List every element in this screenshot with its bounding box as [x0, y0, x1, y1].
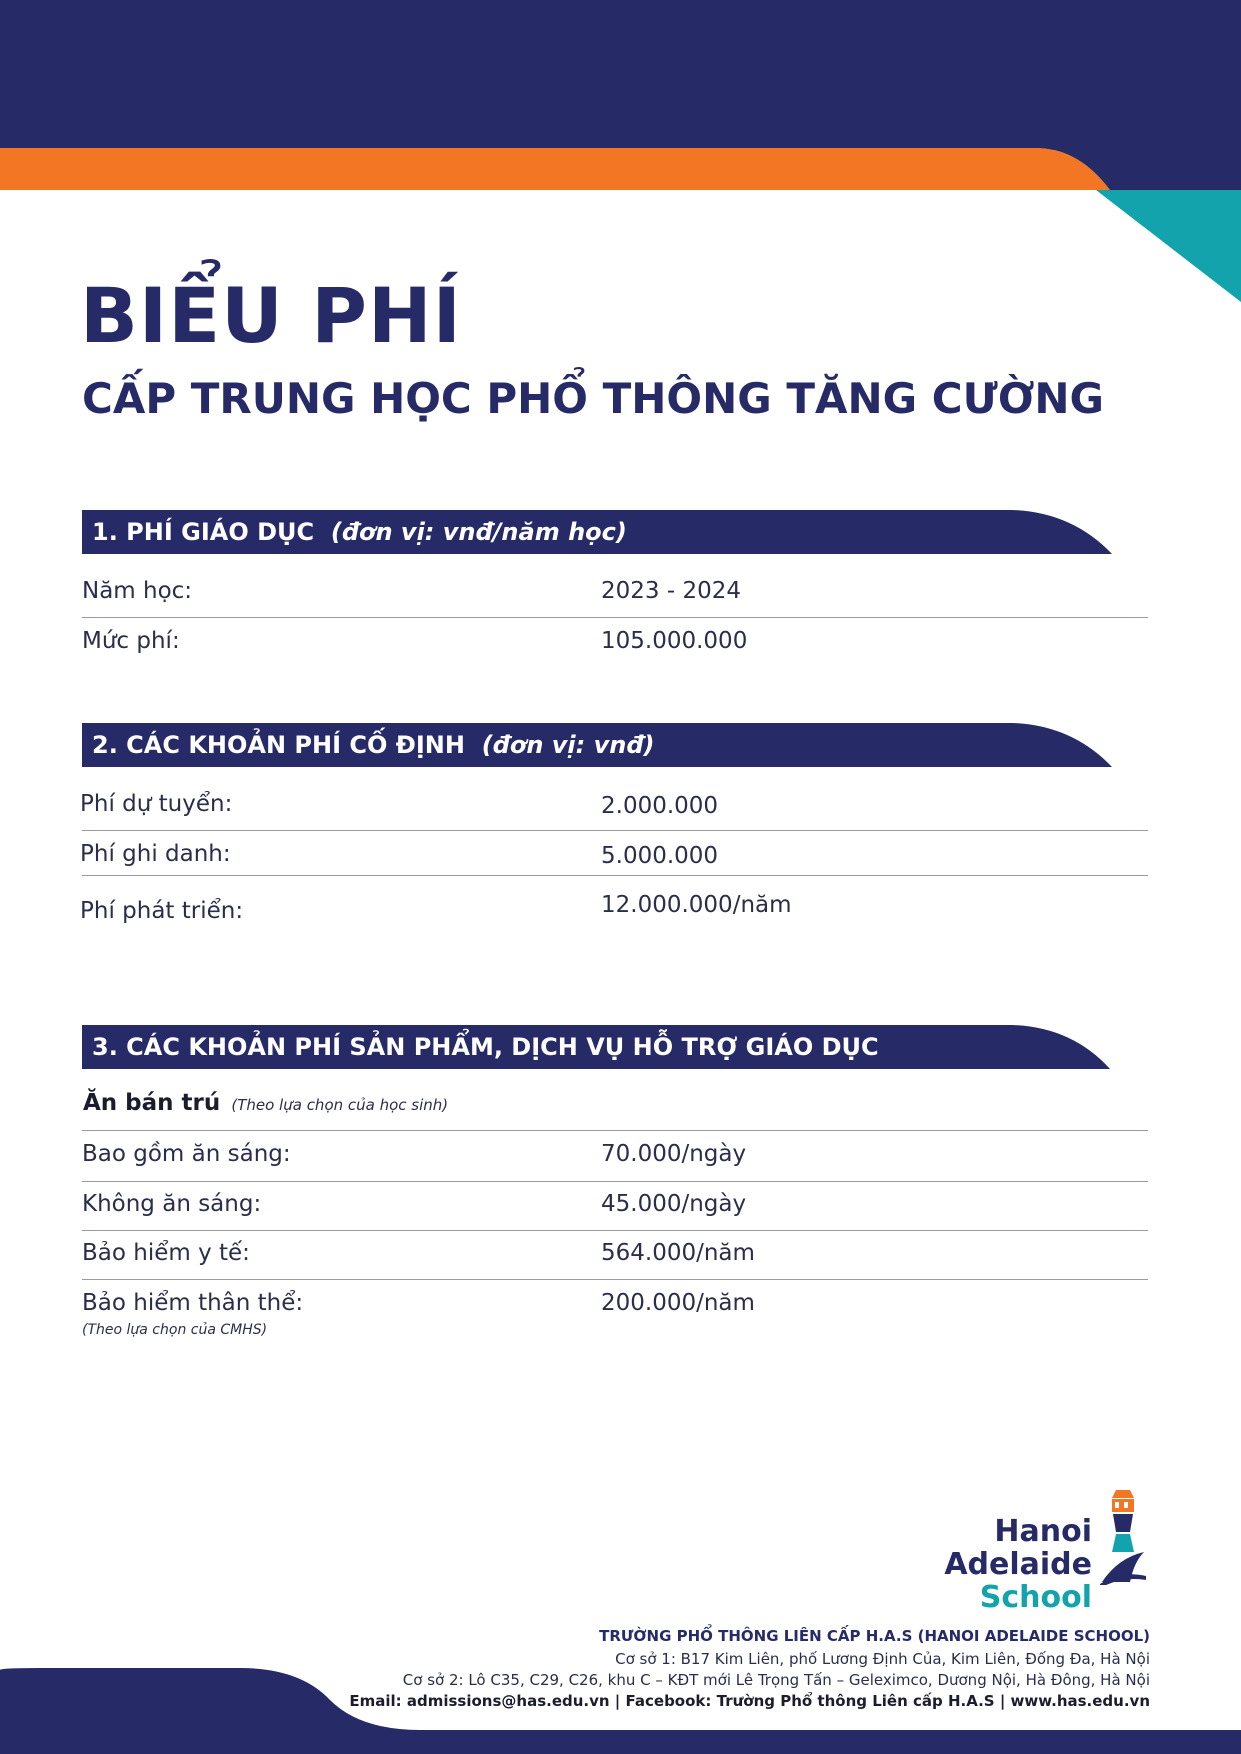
- fee-row-label: Năm học:: [82, 578, 193, 604]
- fee-row-value: 105.000.000: [601, 628, 748, 654]
- fee-row-value: 2.000.000: [601, 793, 719, 819]
- school-logo: [944, 1490, 1150, 1615]
- meal-note: (Theo lựa chọn của học sinh): [231, 1096, 449, 1114]
- fee-row-label: Phí dự tuyển:: [80, 791, 233, 817]
- row-divider: [82, 875, 1148, 876]
- row-divider: [82, 830, 1148, 831]
- section-2-title-text: 2. CÁC KHOẢN PHÍ CỐ ĐỊNH: [92, 731, 465, 759]
- header-decoration: [0, 0, 1241, 310]
- section-3-title: 3. CÁC KHOẢN PHÍ SẢN PHẨM, DỊCH VỤ HỖ TRỢ GIÁO DỤC: [92, 1033, 879, 1061]
- footer-decoration: [0, 1640, 1241, 1754]
- section-1-title-text: 1. PHÍ GIÁO DỤC: [92, 518, 315, 546]
- fee-row-label: Bảo hiểm thân thể:: [82, 1290, 304, 1316]
- fee-row-value: 2023 - 2024: [601, 578, 741, 604]
- row-divider: [82, 1230, 1148, 1231]
- page-subtitle: CẤP TRUNG HỌC PHỔ THÔNG TĂNG CƯỜNG: [82, 374, 1105, 423]
- section-2-unit: (đơn vị: vnđ): [481, 731, 655, 759]
- logo-line-1: Hanoi: [994, 1514, 1092, 1549]
- row-divider: [82, 1279, 1148, 1280]
- section-1-title: [92, 510, 627, 554]
- section-1-header: [82, 510, 1112, 554]
- logo-line-3: School: [979, 1580, 1092, 1615]
- fee-row-value: 12.000.000/năm: [601, 892, 792, 918]
- section-2-header: [82, 723, 1112, 767]
- logo-line-2: Adelaide: [944, 1547, 1092, 1582]
- lighthouse-icon: [1100, 1490, 1146, 1585]
- fee-row-label: Mức phí:: [82, 628, 180, 654]
- footer-school-name: TRƯỜNG PHỔ THÔNG LIÊN CẤP H.A.S (HANOI ADELAIDE SCHOOL): [599, 1627, 1150, 1645]
- fee-row-label: Bao gồm ăn sáng:: [82, 1141, 291, 1167]
- fee-row-value: 5.000.000: [601, 843, 719, 869]
- fee-row-label: Không ăn sáng:: [82, 1191, 262, 1217]
- row-divider: [82, 1130, 1148, 1131]
- fee-row-value: 564.000/năm: [601, 1240, 755, 1266]
- footer-campus-1: Cơ sở 1: B17 Kim Liên, phố Lương Định Của, Kim Liên, Đống Đa, Hà Nội: [615, 1650, 1150, 1668]
- fee-row-value: 70.000/ngày: [601, 1141, 747, 1167]
- fee-row-value: 200.000/năm: [601, 1290, 755, 1316]
- meal-heading: [83, 1090, 448, 1116]
- fee-row-label: Bảo hiểm y tế:: [82, 1240, 250, 1266]
- fee-row-label: Phí ghi danh:: [80, 841, 231, 867]
- section-1-unit: (đơn vị: vnđ/năm học): [330, 518, 627, 546]
- section-2-title: [92, 723, 654, 767]
- row-divider: [82, 1181, 1148, 1182]
- fee-row-note: (Theo lựa chọn của CMHS): [82, 1322, 268, 1338]
- footer-campus-2: Cơ sở 2: Lô C35, C29, C26, khu C – KĐT mới Lê Trọng Tấn – Geleximco, Dương Nội, Hà Đông, Hà Nội: [402, 1671, 1150, 1689]
- page-title: BIỂU PHÍ: [80, 271, 462, 360]
- section-3-header: [82, 1025, 1112, 1069]
- fee-row-label: Phí phát triển:: [80, 898, 244, 924]
- footer-contact: Email: admissions@has.edu.vn | Facebook: Trường Phổ thông Liên cấp H.A.S | www.has.edu.vn: [349, 1692, 1150, 1710]
- meal-title: Ăn bán trú: [83, 1090, 221, 1116]
- fee-row-value: 45.000/ngày: [601, 1191, 747, 1217]
- row-divider: [82, 617, 1148, 618]
